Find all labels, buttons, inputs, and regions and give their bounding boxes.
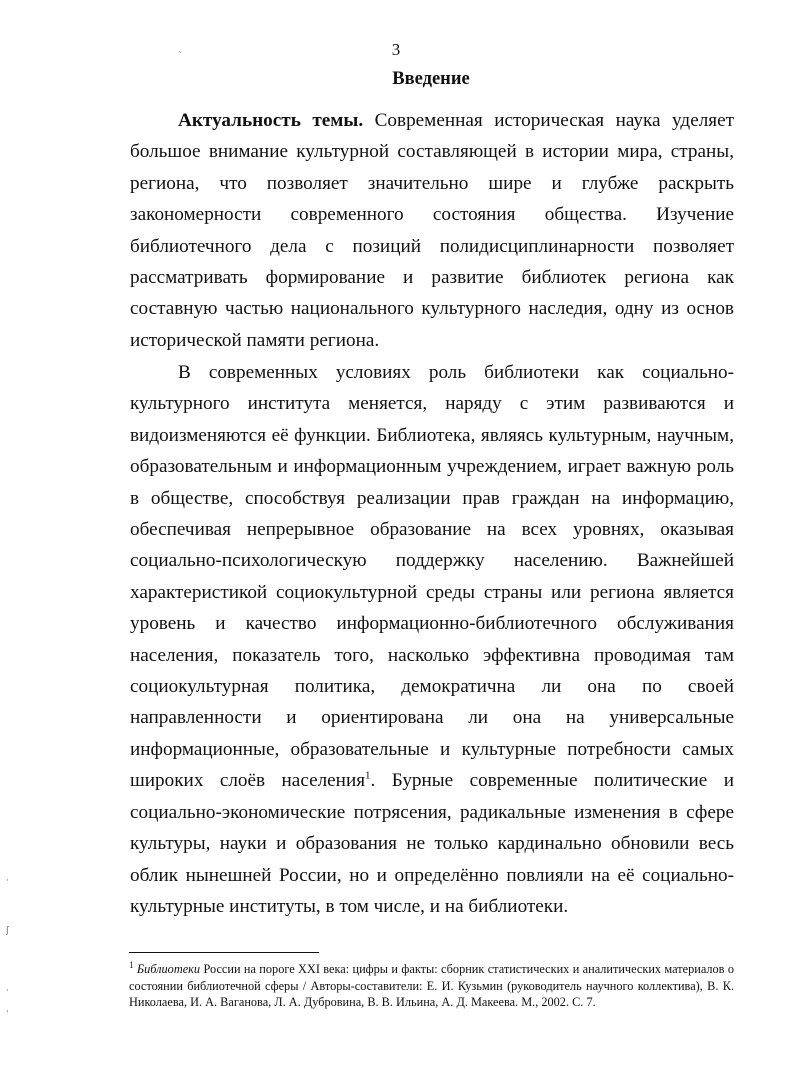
footnote [129, 961, 734, 1011]
footnote-reference[interactable]: 1 [365, 769, 371, 782]
paragraph-text-before-ref: В современных условиях роль библиотеки как социально-культурного института меняется, наряду с этим развиваются и видоизменяются её функции. Библиотека, являясь культурным, научным, образовательным и информационным учреждением, играет важную роль в обществе, способствуя реализации прав граждан на информацию, обеспечивая непрерывное образование на всех уровнях, оказывая социально-психологическую поддержку населению. Важнейшей характеристикой социокультурной среды страны или региона является уровень и качество информационно-библиотечного обслуживания населения, показатель того, насколько эффективна проводимая там социокультурная политика, демократична ли она по своей направленности и ориентирована ли она на универсальные информационные, образовательные и культурные потребности самых широких слоёв населения [130, 362, 734, 792]
paragraph-relevance [130, 105, 734, 356]
footnote-marker: 1 [129, 959, 134, 970]
section-heading: Введение [392, 69, 470, 89]
paragraph-library-role [130, 357, 734, 922]
paragraph-lead: Актуальность темы. [178, 110, 364, 131]
paragraph-text-after-ref: . Бурные современные политические и социально-экономические потрясения, радикальные изменения в сфере культуры, науки и образования не только кардинально обновили весь облик нынешней России, но и определённо повлияли на её социально-культурные институты, в том числе, и на библиотеки. [130, 770, 734, 917]
paragraph-text: Современная историческая наука уделяет большое внимание культурной составляющей в истории мира, страны, региона, что позволяет значительно шире и глубже раскрыть закономерности современного состояния общества. Изучение библиотечного дела с позиций полидисциплинарности позволяет рассматривать формирование и развитие библиотек региона как составную частью национального культурного наследия, одну из основ исторической памяти региона. [130, 110, 735, 351]
footnote-italic-word: Библиотеки [136, 962, 201, 976]
page-number: 3 [391, 40, 401, 59]
footnote-divider [129, 952, 319, 953]
footnote-text: России на пороге XXI века: цифры и факты: сборник статистических и аналитических материалов о состоянии библиотечной сферы / Авторы-составители: Е. И. Кузьмин (руководитель научного коллектива), В. К. Николаева, И. А. Ваганова, Л. А. Дубровина, В. В. Ильина, А. Д. Макеева. М., 2002. С. 7. [129, 962, 735, 1009]
